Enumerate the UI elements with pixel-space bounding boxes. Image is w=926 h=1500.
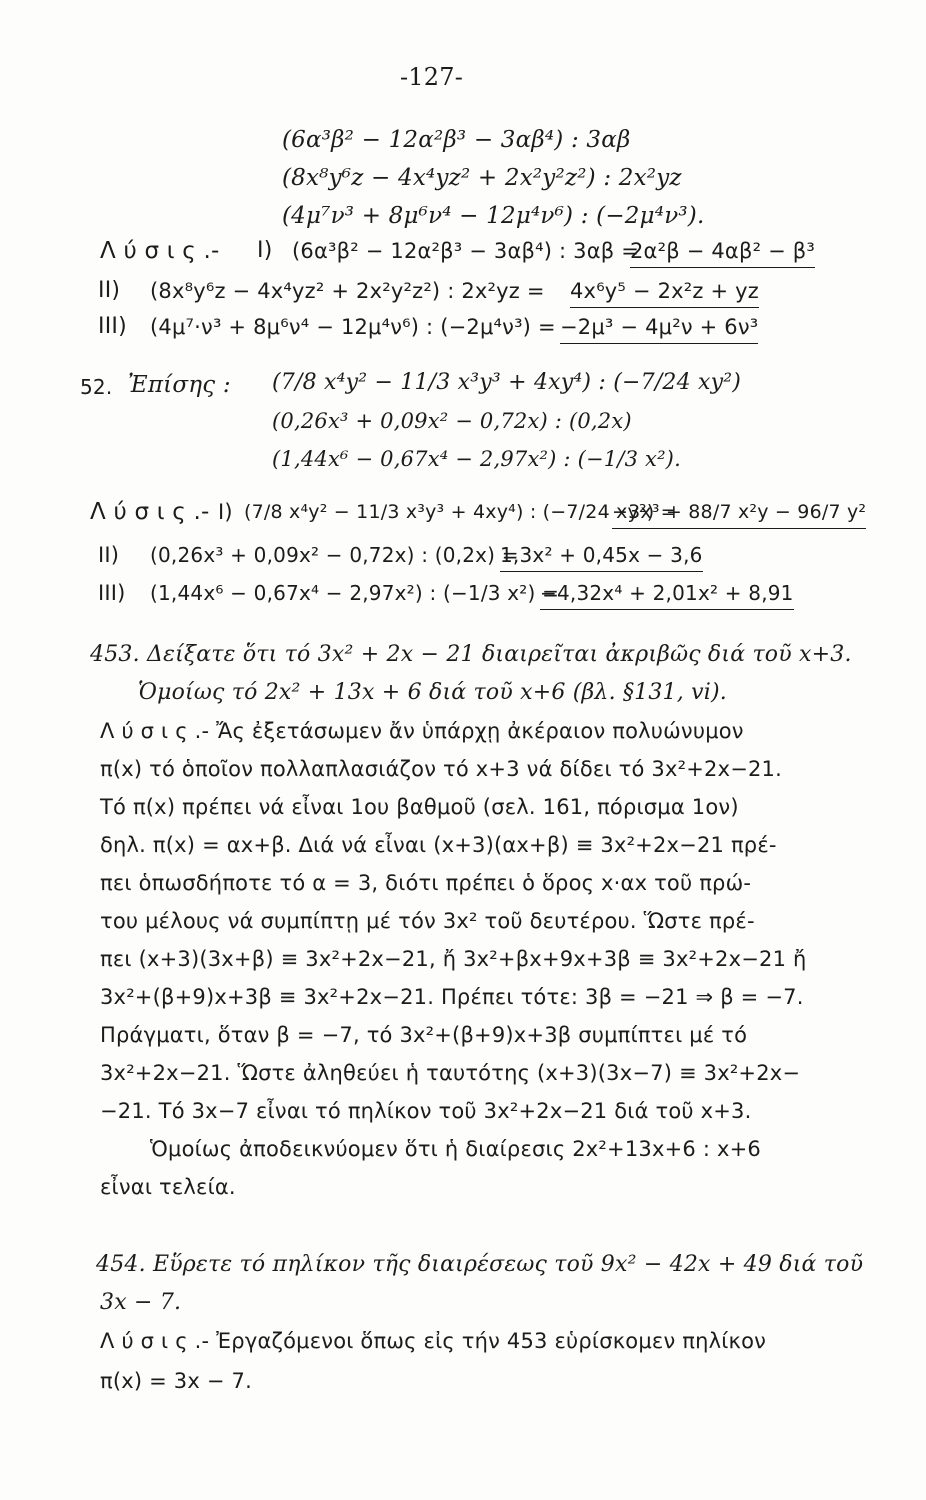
ex452-solution-3-result: −4,32x⁴ + 2,01x² + 8,91 — [540, 578, 794, 610]
ex454-solution-line-1: Λ ύ σ ι ς .- Ἐργαζόμενοι ὅπως εἰς τήν 453 εὑρίσκομεν πηλίκον — [100, 1329, 767, 1353]
ex453-solution-line: π(x) τό ὁποῖον πολλαπλασιάζον τό x+3 νά δίδει τό 3x²+2x−21. — [100, 757, 782, 781]
ex454-solution-line-2: π(x) = 3x − 7. — [100, 1369, 252, 1393]
ex453-statement-line-2: Ὁμοίως τό 2x² + 13x + 6 διά τοῦ x+6 (βλ. §131, vi). — [138, 680, 727, 705]
ex451-problem-2: (8x⁸y⁶z − 4x⁴yz² + 2x²y²z²) : 2x²yz — [282, 165, 682, 191]
ex451-solution-1-expr: (6α³β² − 12α²β³ − 3αβ⁴) : 3αβ = — [292, 239, 640, 263]
ex452-solution-2-expr: (0,26x³ + 0,09x² − 0,72x) : (0,2x) = — [150, 543, 519, 567]
ex452-solution-1-expr: (7/8 x⁴y² − 11/3 x³y³ + 4xy⁴) : (−7/24 xy²) = — [244, 501, 677, 523]
ex451-solution-2-result: 4x⁶y⁵ − 2x²z + yz — [570, 276, 759, 308]
ex452-solution-2-label: II) — [98, 543, 120, 567]
ex452-solution-1-label: I) — [218, 500, 233, 524]
ex451-solution-3-label: III) — [98, 314, 127, 339]
ex451-solution-3-result: −2μ³ − 4μ²ν + 6ν³ — [560, 312, 758, 344]
ex453-solution-line: Λ ύ σ ι ς .- Ἄς ἐξετάσωμεν ἄν ὑπάρχῃ ἀκέραιον πολυώνυμον — [100, 719, 744, 743]
ex451-solution-2-expr: (8x⁸y⁶z − 4x⁴yz² + 2x²y²z²) : 2x²yz = — [150, 279, 545, 303]
ex453-solution-line: Πράγματι, ὅταν β = −7, τό 3x²+(β+9)x+3β συμπίπτει μέ τό — [100, 1023, 748, 1047]
ex453-solution-line: Τό π(x) πρέπει νά εἶναι 1ου βαθμοῦ (σελ. 161, πόρισμα 1ον) — [100, 795, 739, 819]
ex451-solution-3-expr: (4μ⁷·ν³ + 8μ⁶ν⁴ − 12μ⁴ν⁶) : (−2μ⁴ν³) = — [150, 315, 556, 339]
ex452-problem-3: (1,44x⁶ − 0,67x⁴ − 2,97x²) : (−1/3 x²). — [272, 447, 681, 471]
ex453-solution-line: −21. Τό 3x−7 εἶναι τό πηλίκον τοῦ 3x²+2x−21 διά τοῦ x+3. — [100, 1099, 752, 1123]
ex453-solution-line: πει ὁπωσδήποτε τό α = 3, διότι πρέπει ὁ ὅρος x·αx τοῦ πρώ- — [100, 871, 752, 895]
ex453-solution-line: πει (x+3)(3x+β) ≡ 3x²+2x−21, ἤ 3x²+βx+9x+3β ≡ 3x²+2x−21 ἤ — [100, 947, 807, 971]
ex452-solution-3-label: III) — [98, 581, 126, 605]
ex452-solution-3-expr: (1,44x⁶ − 0,67x⁴ − 2,97x²) : (−1/3 x²) = — [150, 581, 560, 605]
ex451-solution-2-label: II) — [98, 278, 121, 303]
ex451-solution-label: Λ ύ σ ι ς .- — [100, 238, 220, 264]
ex451-problem-1: (6α³β² − 12α²β³ − 3αβ⁴) : 3αβ — [282, 127, 631, 153]
ex451-solution-1-result: 2α²β − 4αβ² − β³ — [630, 236, 815, 268]
ex452-problem-1: (7/8 x⁴y² − 11/3 x³y³ + 4xy⁴) : (−7/24 xy²) — [272, 370, 742, 395]
ex453-solution-line: του μέλους νά συμπίπτῃ μέ τόν 3x² τοῦ δευτέρου. Ὥστε πρέ- — [100, 909, 755, 933]
ex453-solution-line: εἶναι τελεία. — [100, 1175, 236, 1199]
ex451-problem-3: (4μ⁷ν³ + 8μ⁶ν⁴ − 12μ⁴ν⁶) : (−2μ⁴ν³). — [282, 203, 705, 229]
page-number: -127- — [400, 63, 464, 91]
ex453-solution-line: δηλ. π(x) = αx+β. Διά νά εἶναι (x+3)(αx+β) ≡ 3x²+2x−21 πρέ- — [100, 833, 777, 857]
ex452-label: Ἐπίσης : — [128, 372, 231, 398]
ex451-solution-1-label: I) — [257, 238, 273, 263]
ex452-problem-2: (0,26x³ + 0,09x² − 0,72x) : (0,2x) — [272, 409, 632, 433]
ex452-solution-1-result: −3x³ + 88/7 x²y − 96/7 y² — [612, 497, 866, 529]
ex453-solution-line: 3x²+2x−21. Ὥστε ἀληθεύει ἡ ταυτότης (x+3)(3x−7) ≡ 3x²+2x− — [100, 1061, 801, 1085]
ex453-statement-line-1: 453. Δείξατε ὅτι τό 3x² + 2x − 21 διαιρεῖται ἀκριβῶς διά τοῦ x+3. — [90, 642, 852, 667]
ex452-solution-2-result: 1,3x² + 0,45x − 3,6 — [500, 540, 703, 572]
ex453-solution-line: Ὁμοίως ἀποδεικνύομεν ὅτι ἡ διαίρεσις 2x²+13x+6 : x+6 — [150, 1137, 761, 1161]
ex454-statement-line-1: 454. Εὕρετε τό πηλίκον τῆς διαιρέσεως τοῦ 9x² − 42x + 49 διά τοῦ — [96, 1252, 864, 1277]
ex454-statement-line-2: 3x − 7. — [100, 1290, 182, 1315]
ex453-solution-line: 3x²+(β+9)x+3β ≡ 3x²+2x−21. Πρέπει τότε: 3β = −21 ⇒ β = −7. — [100, 985, 804, 1009]
ex452-number: 52. — [80, 375, 113, 399]
ex452-solution-label: Λ ύ σ ι ς .- — [90, 499, 210, 525]
